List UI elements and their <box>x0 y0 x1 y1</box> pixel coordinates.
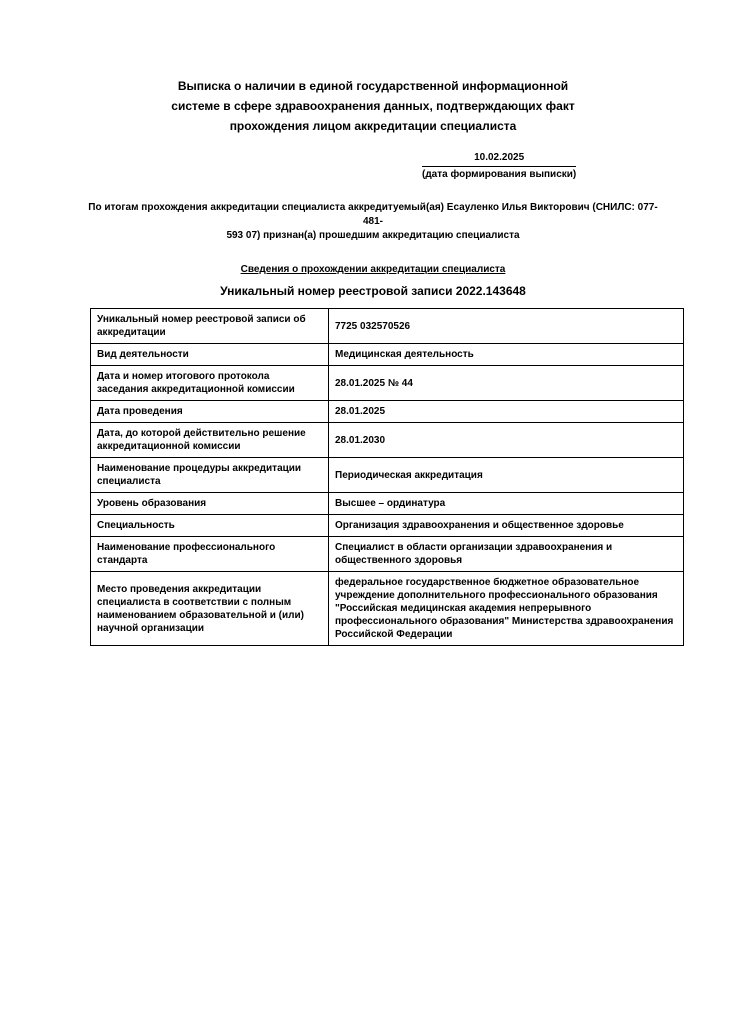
table-row <box>91 515 684 537</box>
row-label: Наименование процедуры аккредитации специалиста <box>91 458 329 493</box>
row-label: Уровень образования <box>91 493 329 515</box>
row-label: Дата проведения <box>91 401 329 423</box>
intro-paragraph <box>88 201 658 243</box>
table-row <box>91 366 684 401</box>
row-value: Высшее – ординатура <box>329 493 684 515</box>
row-value: Специалист в области организации здравоохранения и общественного здоровья <box>329 537 684 572</box>
row-value: Периодическая аккредитация <box>329 458 684 493</box>
intro-line: 593 07) признан(а) прошедшим аккредитацию специалиста <box>226 230 520 241</box>
row-label: Дата, до которой действительно решение аккредитационной комиссии <box>91 423 329 458</box>
row-value: 7725 032570526 <box>329 309 684 344</box>
formation-date: 10.02.2025 <box>422 152 576 167</box>
row-value: федеральное государственное бюджетное образовательное учреждение дополнительного профессионального образования "Российская медицинская академия непрерывного профессионального образования" Министерства здравоохранения Российской Федерации <box>329 572 684 646</box>
document-title-line: Выписка о наличии в единой государственной информационной <box>177 79 569 93</box>
section-heading: Сведения о прохождении аккредитации специалиста <box>240 264 506 275</box>
formation-date-caption: (дата формирования выписки) <box>422 169 577 180</box>
table-row <box>91 537 684 572</box>
row-label: Уникальный номер реестровой записи об аккредитации <box>91 309 329 344</box>
row-label: Место проведения аккредитации специалиста в соответствии с полным наименованием образовательной и (или) научной организации <box>91 572 329 646</box>
row-label: Специальность <box>91 515 329 537</box>
table-row <box>91 458 684 493</box>
document-title-line: системе в сфере здравоохранения данных, подтверждающих факт <box>171 99 575 113</box>
document-title <box>90 76 656 136</box>
row-value: Медицинская деятельность <box>329 344 684 366</box>
table-row <box>91 572 684 646</box>
row-label: Дата и номер итогового протокола заседания аккредитационной комиссии <box>91 366 329 401</box>
row-value: 28.01.2025 <box>329 401 684 423</box>
table-row <box>91 309 684 344</box>
registry-number-heading: Уникальный номер реестровой записи 2022.143648 <box>220 284 526 298</box>
table-row <box>91 423 684 458</box>
row-value: 28.01.2030 <box>329 423 684 458</box>
row-value: 28.01.2025 № 44 <box>329 366 684 401</box>
document-title-line: прохождения лицом аккредитации специалиста <box>229 119 517 133</box>
table-row <box>91 493 684 515</box>
formation-date-inner <box>422 152 576 181</box>
intro-line: По итогам прохождения аккредитации специалиста аккредитуемый(ая) Есауленко Илья Викторович (СНИЛС: 077-481- <box>88 202 658 227</box>
row-label: Вид деятельности <box>91 344 329 366</box>
row-label: Наименование профессионального стандарта <box>91 537 329 572</box>
formation-date-block <box>422 152 746 181</box>
table-row <box>91 344 684 366</box>
accreditation-table <box>90 308 684 646</box>
row-value: Организация здравоохранения и общественное здоровье <box>329 515 684 537</box>
table-row <box>91 401 684 423</box>
